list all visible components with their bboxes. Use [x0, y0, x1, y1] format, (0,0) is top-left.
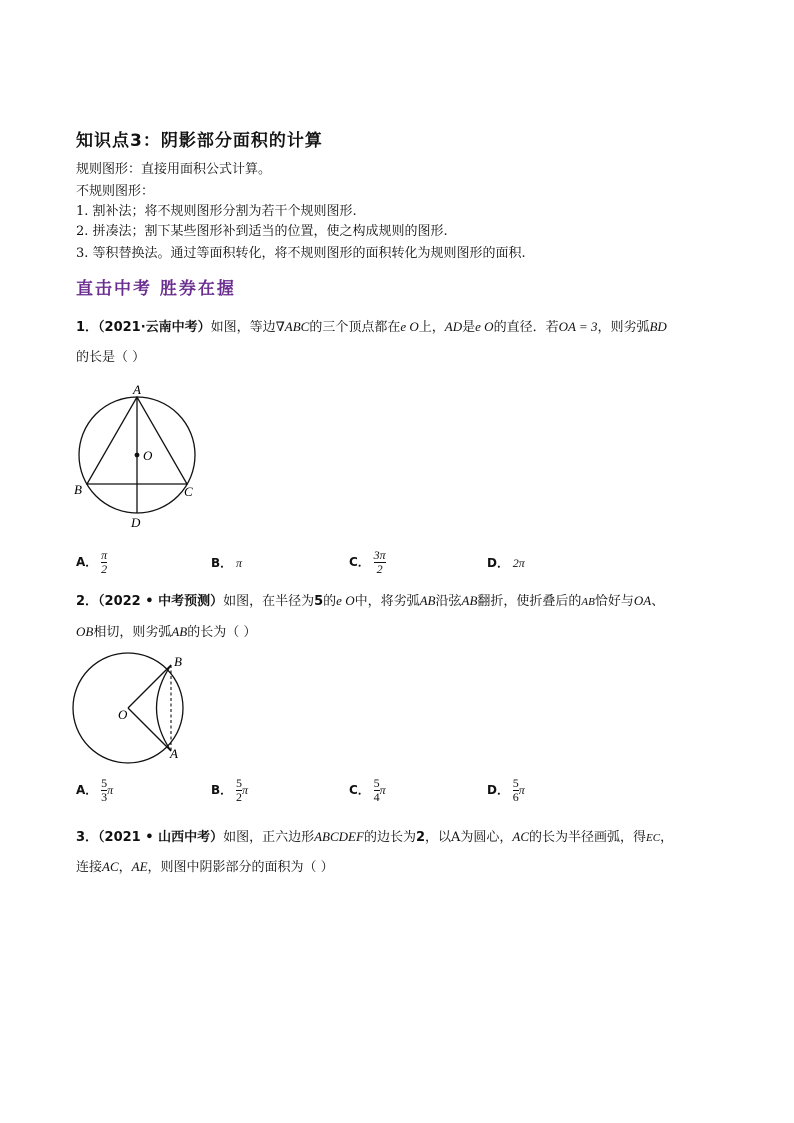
numerator: 5 — [235, 776, 242, 790]
q1-text: 是 — [462, 320, 476, 335]
option-letter: B． — [211, 556, 233, 570]
q3-line-2 — [76, 856, 334, 875]
option-value: π — [235, 556, 242, 570]
option-value: 2π — [512, 556, 525, 570]
q3-number: 3． — [76, 830, 99, 845]
option-pi: π — [107, 783, 114, 797]
q3-text: 的长为半径画弧，得 — [529, 830, 647, 845]
q1-text: 的三个顶点都在 — [309, 320, 401, 335]
option-letter: A． — [76, 555, 98, 569]
q1-circle: e O — [400, 319, 419, 334]
body-line-2: 不规则图形： — [76, 184, 155, 199]
q2-radius-ob — [128, 665, 171, 708]
q1-label-o: O — [143, 448, 153, 463]
q2-figure — [70, 652, 200, 768]
q2-radius: 5 — [314, 594, 324, 609]
q1-bd: BD — [649, 319, 667, 334]
q3-ac: AC — [102, 859, 119, 874]
q3-separator: ， — [118, 860, 132, 875]
body-line-5: 3. 等积替换法。通过等面积转化，将不规则图形的面积转化为规则图形的面积. — [76, 246, 526, 261]
q1-option-d[interactable] — [487, 554, 525, 571]
q2-text: 沿弦 — [435, 594, 462, 609]
q2-ab: AB — [171, 624, 188, 639]
q2-text: 的长为（ ） — [187, 625, 257, 640]
q3-text: ，以A为圆心， — [425, 830, 513, 845]
q1-text: 上， — [418, 320, 445, 335]
q2-text: 的 — [323, 594, 337, 609]
q3-length: 2 — [415, 830, 425, 845]
numerator: 5 — [373, 776, 380, 790]
q1-triangle: ∇ABC — [275, 319, 310, 334]
q2-option-c[interactable] — [349, 777, 386, 804]
q2-text: 相切，则劣弧 — [93, 625, 172, 640]
q2-label-o: O — [118, 707, 128, 722]
numerator: π — [101, 548, 108, 562]
q2-source: （2022 • 中考预测） — [98, 594, 224, 609]
q3-source: （2021 • 山西中考） — [98, 830, 224, 845]
q2-option-d[interactable] — [487, 777, 525, 804]
option-letter: C． — [349, 555, 370, 569]
q2-label-b: B — [174, 654, 182, 669]
q1-text: 的直径．若 — [493, 320, 559, 335]
q2-oa: OA — [633, 593, 652, 608]
q2-text: 如图，在半径为 — [223, 594, 315, 609]
q1-ad: AD — [444, 319, 463, 334]
q1-option-a[interactable] — [76, 549, 107, 576]
denominator: 2 — [376, 562, 383, 576]
q1-option-b[interactable] — [211, 554, 242, 571]
q2-option-b[interactable] — [211, 777, 248, 804]
q3-hexagon: ABCDEF — [314, 829, 364, 844]
q2-number: 2． — [76, 594, 99, 609]
q3-text: 的边长为 — [363, 830, 416, 845]
q1-source: （2021·云南中考） — [98, 320, 211, 335]
fraction — [101, 549, 107, 576]
q2-ob: OB — [76, 624, 94, 639]
q1-line-2: 的长是（ ） — [76, 350, 146, 365]
q2-label-a: A — [170, 746, 178, 761]
q1-circle: e O — [475, 319, 494, 334]
q1-text: ，则劣弧 — [597, 320, 650, 335]
q2-text: 恰好与 — [594, 594, 634, 609]
option-pi: π — [379, 783, 386, 797]
q1-figure — [70, 378, 210, 534]
q2-line-1 — [76, 590, 664, 609]
q1-oa: OA = 3 — [558, 319, 598, 334]
body-line-4: 2. 拼凑法；割下某些图形补到适当的位置，使之构成规则的图形. — [76, 224, 448, 239]
option-letter: D． — [487, 556, 509, 570]
q2-separator: 、 — [651, 594, 665, 609]
section-heading: 直击中考 胜券在握 — [76, 279, 236, 299]
option-letter: B． — [211, 783, 233, 797]
q1-center-dot — [135, 453, 140, 458]
option-letter: A． — [76, 783, 98, 797]
q1-text: 如图，等边 — [210, 320, 276, 335]
q3-line-1 — [76, 826, 673, 845]
denominator: 3 — [101, 790, 108, 804]
q1-label-a: A — [133, 382, 141, 397]
q2-ab: AB — [419, 593, 436, 608]
q2-text: 翻折，使折叠后的 — [477, 594, 582, 609]
option-pi: π — [241, 783, 248, 797]
option-letter: C． — [349, 783, 370, 797]
numerator: 5 — [101, 776, 108, 790]
q1-number: 1． — [76, 320, 99, 335]
q2-arc: AB — [581, 596, 595, 608]
q1-label-b: B — [74, 482, 82, 497]
section-title: 知识点3：阴影部分面积的计算 — [76, 131, 323, 151]
q2-circle: e O — [336, 593, 355, 608]
q2-ab: AB — [461, 593, 478, 608]
q2-option-a[interactable] — [76, 777, 113, 804]
q3-arc: EC — [646, 832, 661, 844]
q3-ac: AC — [512, 829, 530, 844]
fraction — [374, 549, 386, 576]
body-line-3: 1. 割补法；将不规则图形分割为若干个规则图形. — [76, 204, 357, 219]
q2-text: 中，将劣弧 — [354, 594, 420, 609]
denominator: 6 — [512, 790, 519, 804]
q1-option-c[interactable] — [349, 549, 386, 576]
q3-text: ，则图中阴影部分的面积为（ ） — [147, 860, 334, 875]
denominator: 4 — [373, 790, 380, 804]
q1-label-c: C — [184, 484, 193, 499]
option-pi: π — [518, 783, 525, 797]
q3-text: ， — [660, 830, 674, 845]
q1-line-1 — [76, 316, 667, 335]
denominator: 2 — [101, 562, 108, 576]
q3-text: 如图，正六边形 — [223, 830, 315, 845]
q2-line-2 — [76, 621, 256, 640]
body-line-1: 规则图形：直接用面积公式计算。 — [76, 162, 272, 177]
numerator: 3π — [373, 548, 386, 562]
denominator: 2 — [235, 790, 242, 804]
q1-label-d: D — [131, 515, 141, 530]
q2-radius-oa — [128, 708, 171, 751]
q3-text: 连接 — [76, 860, 103, 875]
option-letter: D． — [487, 783, 509, 797]
q3-ae: AE — [131, 859, 148, 874]
numerator: 5 — [512, 776, 519, 790]
